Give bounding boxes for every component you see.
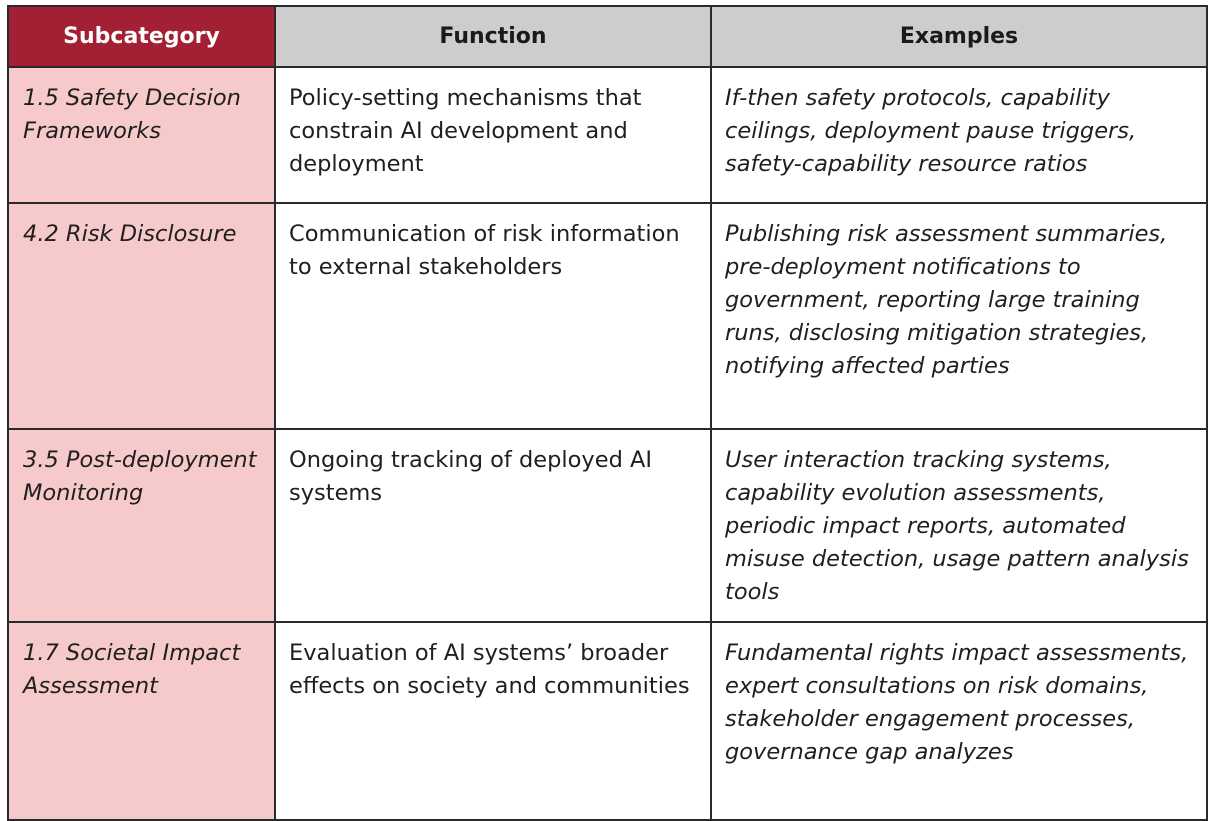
subcategory-cell: 1.5 Safety Decision Frameworks xyxy=(8,67,275,203)
function-cell: Evaluation of AI systems’ broader effects on society and communities xyxy=(275,622,711,820)
table-header-row xyxy=(8,6,1207,67)
examples-cell: Fundamental rights impact assessments, expert consultations on risk domains, stakeholder engagement processes, governance gap analyzes xyxy=(711,622,1207,820)
header-function: Function xyxy=(275,6,711,67)
table-row xyxy=(8,622,1207,820)
subcategory-cell: 4.2 Risk Disclosure xyxy=(8,203,275,429)
examples-cell: User interaction tracking systems, capability evolution assessments, periodic impact reports, automated misuse detection, usage pattern analysis tools xyxy=(711,429,1207,622)
function-cell: Policy-setting mechanisms that constrain AI development and deployment xyxy=(275,67,711,203)
table-row xyxy=(8,429,1207,622)
header-examples: Examples xyxy=(711,6,1207,67)
table-row xyxy=(8,67,1207,203)
function-cell: Communication of risk information to external stakeholders xyxy=(275,203,711,429)
subcategory-cell: 1.7 Societal Impact Assessment xyxy=(8,622,275,820)
subcategory-cell: 3.5 Post-deployment Monitoring xyxy=(8,429,275,622)
examples-cell: Publishing risk assessment summaries, pre-deployment notifications to government, reporting large training runs, disclosing mitigation strategies, notifying affected parties xyxy=(711,203,1207,429)
subcategory-table xyxy=(7,5,1208,821)
function-cell: Ongoing tracking of deployed AI systems xyxy=(275,429,711,622)
table-row xyxy=(8,203,1207,429)
examples-cell: If-then safety protocols, capability ceilings, deployment pause triggers, safety-capability resource ratios xyxy=(711,67,1207,203)
table-container xyxy=(7,5,1206,817)
header-subcategory: Subcategory xyxy=(8,6,275,67)
